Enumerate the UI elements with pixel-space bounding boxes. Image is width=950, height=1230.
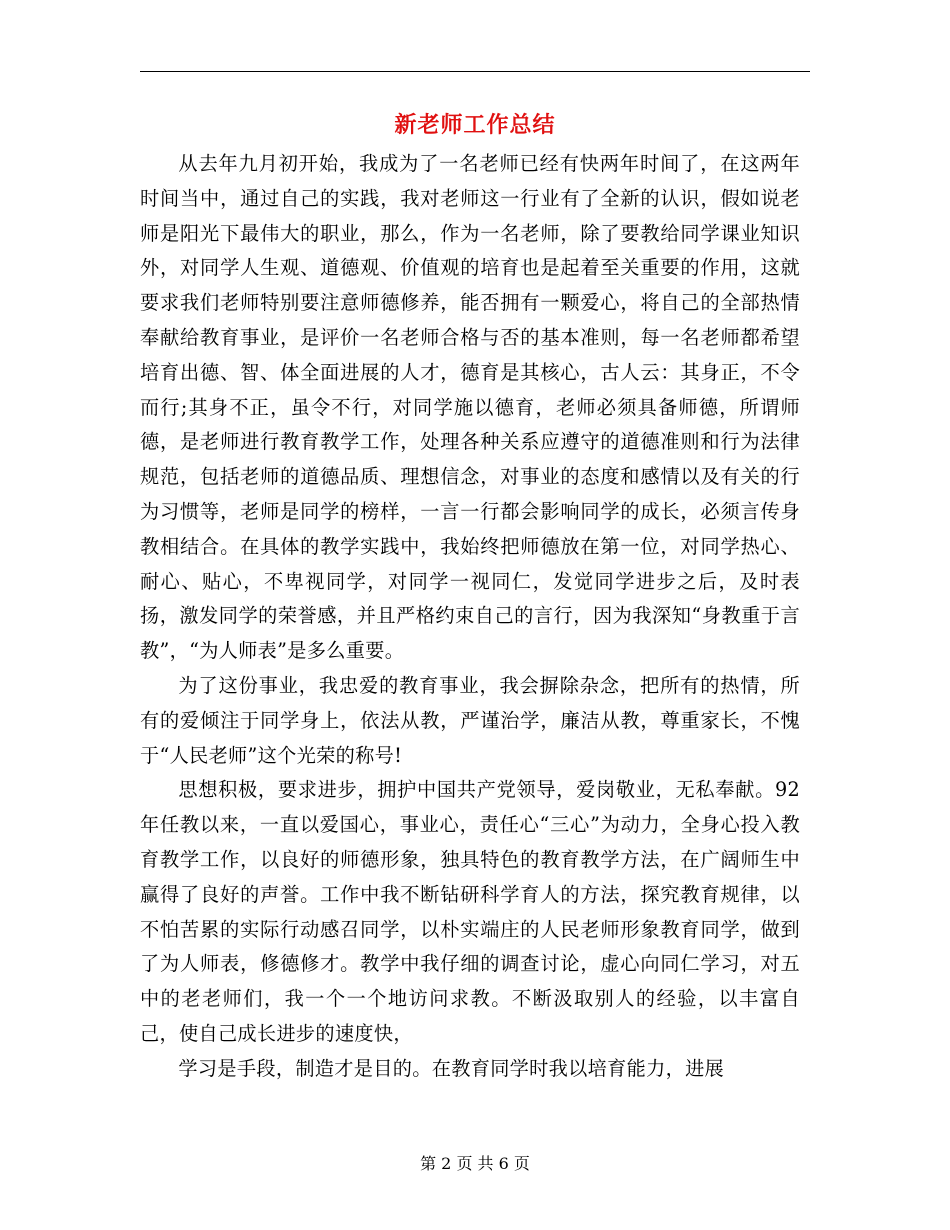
document-body: [140, 147, 800, 1087]
body-paragraph-4: 学习是手段，制造才是目的。在教育同学时我以培育能力，进展: [178, 1056, 725, 1080]
header-rule: [140, 71, 810, 72]
body-paragraph-2: 为了这份事业，我忠爱的教育事业，我会摒除杂念，把所有的热情，所有的爱倾注于同学身上，依法从教，严谨治学，廉洁从教，尊重家长，不愧于“人民老师”这个光荣的称号!: [140, 673, 800, 767]
page-number-footer: 第 2 页 共 6 页: [420, 1154, 530, 1173]
document-title: 新老师工作总结: [394, 112, 556, 138]
body-paragraph-1: 从去年九月初开始，我成为了一名老师已经有快两年时间了，在这两年时间当中，通过自己的实践，我对老师这一行业有了全新的认识，假如说老师是阳光下最伟大的职业，那么，作为一名老师，除了要教给同学课业知识外，对同学人生观、道德观、价值观的培育也是起着至关重要的作用，这就要求我们老师特别要注意师德修养，能否拥有一颗爱心，将自己的全部热情奉献给教育事业，是评价一名老师合格与否的基本准则，每一名老师都希望培育出德、智、体全面进展的人才，德育是其核心，古人云：其身正，不令而行;其身不正，虽令不行，对同学施以德育，老师必须具备师德，所谓师德，是老师进行教育教学工作，处理各种关系应遵守的道德准则和行为法律规范，包括老师的道德品质、理想信念，对事业的态度和感情以及有关的行为习惯等，老师是同学的榜样，一言一行都会影响同学的成长，必须言传身教相结合。在具体的教学实践中，我始终把师德放在第一位，对同学热心、耐心、贴心，不卑视同学，对同学一视同仁，发觉同学进步之后，及时表扬，激发同学的荣誉感，并且严格约束自己的言行，因为我深知“身教重于言教”，“为人师表”是多么重要。: [140, 152, 800, 663]
body-paragraph-3: 思想积极，要求进步，拥护中国共产党领导，爱岗敬业，无私奉献。92年任教以来，一直以爱国心，事业心，责任心“三心”为动力，全身心投入教育教学工作，以良好的师德形象，独具特色的教育教学方法，在广阔师生中赢得了良好的声誉。工作中我不断钻研科学育人的方法，探究教育规律，以不怕苦累的实际行动感召同学，以朴实端庄的人民老师形象教育同学，做到了为人师表，修德修才。教学中我仔细的调查讨论，虚心向同仁学习，对五中的老老师们，我一个一个地访问求教。不断汲取别人的经验，以丰富自己，使自己成长进步的速度快，: [140, 778, 800, 1045]
